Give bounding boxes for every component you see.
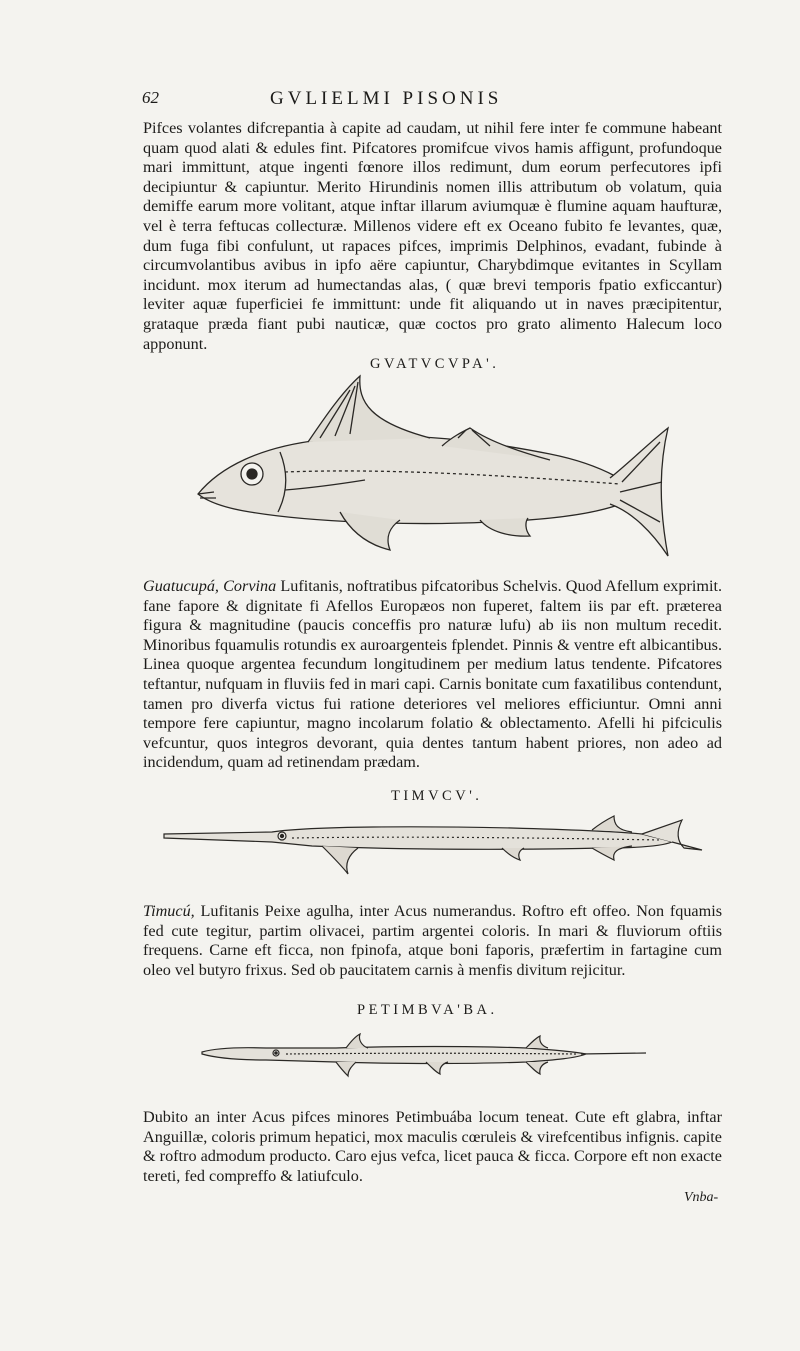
guatucupa-body: Lufitanis, noftratibus pifcatoribus Schelvis. Quod Afellum exprimit. fane fapore & dignitate fi Afellos Europæos non fuperet, faltem iis par eft. præterea figura & magnitudine (paucis conceffis pro naturæ lufu) ab iis non multum recedit. Minoribus fquamulis rotundis ex auroargenteis fplendet. Pinnis & ventre eft albicantibus. Linea quoque argentea fecundum longitudinem per medium latus tendente. Pifcatores teftantur, nufquam in fluviis fed in mari capi. Carnis bonitate cum faxatilibus contendunt, tamen pro diverfa victus fui ratione deteriores vel meliores efficiuntur. Omni anni tempore fere capiuntur, magno incolarum folatio & oblectamento. Afelli hi pifciculis vefcuntur, quos integros devorant, quia dentes tantum habent priores, non adeo ad incidendum, quam ad retinendam prædam. [143,577,722,772]
timucu-body: Lufitanis Peixe agulha, inter Acus numerandus. Roftro eft offeo. Non fquamis fed cute tegitur, partim olivacei, partim argentei coloris. In mari & fluviorum oftiis frequens. Carne eft ficca, non fpinofa, atque boni faporis, præfertim in fartagine cum oleo vel butyro frixus. Sed ob paucitatem carnis à menfis divitum rejicitur. [143,902,722,979]
timucu-fish-illustration [162,812,707,878]
intro-paragraph: Pifces volantes difcrepantia à capite ad caudam, ut nihil fere inter fe commune habeant quam quod alati & edules fint. Pifcatores promifcue vivos hamis affigunt, profundoque mari immittunt, atque ingenti fœnore illos redimunt, dum eorum perfecutores ipfi decipiuntur & capiuntur. Merito Hirundinis nomen illis attributum ob volatum, quia demiffe earum more volitant, atque inftar illarum aviumquæ è flumine aquam haufturæ, vel è terra feftucas collecturæ. Millenos videre eft ex Oceano fubito fe levantes, quæ, dum fuga fibi confulunt, ut rapaces pifces, imprimis Delphinos, evadant, fubinde à circumvolantibus avibus in ipfo aëre capiuntur, Charybdimque evitantes in Scyllam incidunt. mox iterum ad humectandas alas, ( quæ brevi temporis fpatio exficcantur) leviter aquæ fuperficiei fe immittunt: unde fit aliquando ut in naves præcipitentur, grataque præda fiant pubi nauticæ, quæ coctos pro grato alimento Halecum loco apponunt. [143,119,722,353]
petimbuaba-body: Dubito an inter Acus pifces minores Petimbuába locum teneat. Cute eft glabra, inftar Anguillæ, coloris primum hepatici, mox maculis cœruleis & virefcentibus infignis. capite & roftro admodum producto. Caro ejus vefca, licet pauca & ficca. Corpore eft non exacte tereti, fed compreffo & latiufculo. [143,1108,722,1185]
timucu-paragraph [143,902,722,980]
guatucupa-lead: Guatucupá, Corvina [143,577,277,595]
timucu-lead: Timucú, [143,902,195,920]
page-number: 62 [142,88,159,107]
guatucupa-paragraph [143,577,722,773]
caption-timucu: TIMVCV'. [391,788,483,804]
caption-petimbuaba: PETIMBVA'BA. [357,1002,498,1018]
guatucupa-fish-illustration [190,372,675,562]
petimbuaba-paragraph [143,1108,722,1186]
caption-guatucupa: GVATVCVPA'. [370,356,500,372]
catchword: Vnba- [684,1190,719,1205]
petimbuaba-fish-illustration [196,1030,651,1078]
running-title: GVLIELMI PISONIS [270,88,503,109]
page-header [142,88,732,114]
